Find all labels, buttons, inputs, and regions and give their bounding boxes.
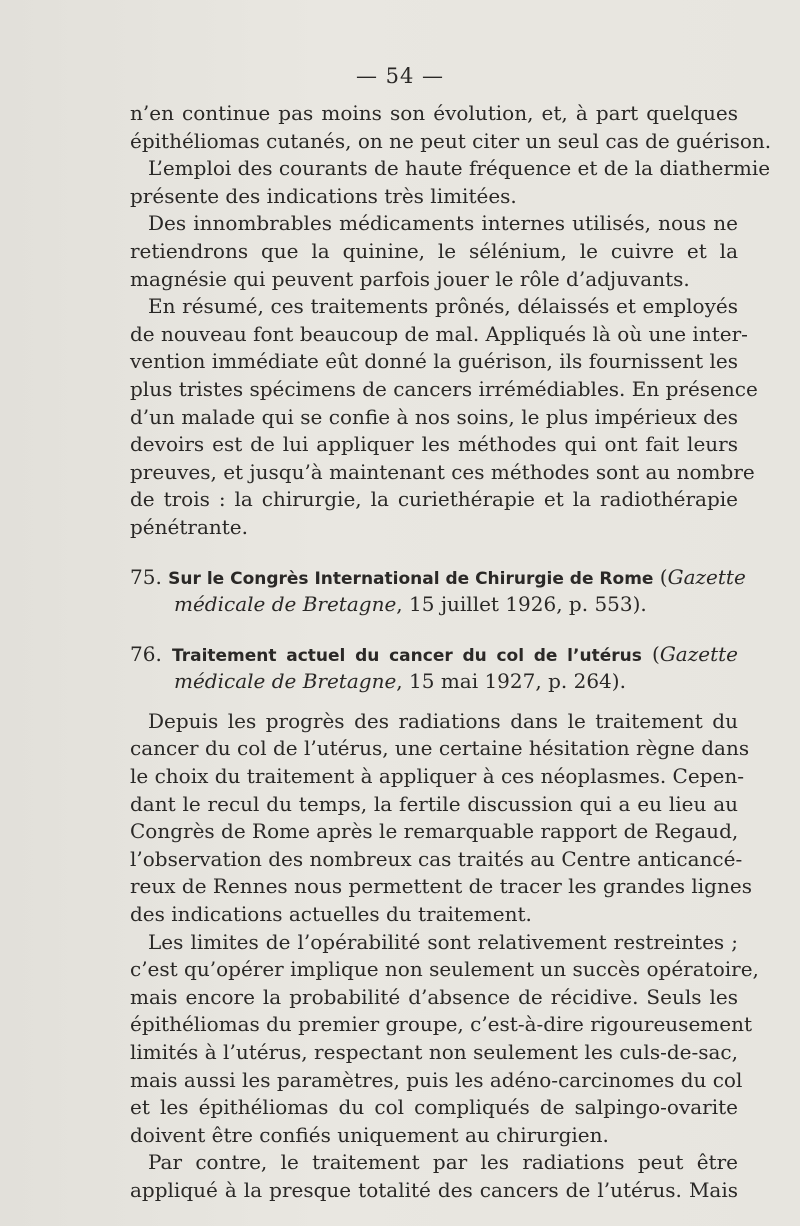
text-line: Des innombrables médicaments internes utilisés, nous ne [148,211,738,236]
paragraph-diathermie [130,155,771,210]
page-number: — 54 — [355,64,445,88]
bibliography-entry-76 [130,641,738,696]
text-line: de trois : la chirurgie, la curiethérapie et la radiothérapie [130,487,738,512]
body-text [130,100,772,1205]
text-line: des indications actuelles du traitement. [130,902,532,927]
text-line: plus tristes spécimens de cancers irrémédiables. En présence [130,376,758,401]
text-line: Congrès de Rome après le remarquable rapport de Regaud, [130,819,739,844]
text-line: magnésie qui peuvent parfois jouer le rôle d’adjuvants. [130,266,690,291]
text-line: reux de Rennes nous permettent de tracer les grandes lignes [130,874,752,899]
entry-citation [130,591,738,619]
entry-title: Traitement actuel du cancer du col de l’utérus [171,645,642,666]
paragraph-depuis [130,708,752,929]
entry-open: ( [659,564,668,589]
entry-journal-cont: médicale de Bretagne [174,592,397,617]
entry-heading [130,641,738,669]
entry-journal: Gazette [659,641,739,666]
paragraph-resume [130,293,758,541]
text-line: doivent être confiés uniquement au chirurgien. [130,1122,609,1147]
text-line: pénétrante. [130,514,248,539]
text-line: L’emploi des courants de haute fréquence et de la diathermie [148,156,771,181]
entry-details: , 15 mai 1927, p. 264). [396,669,626,694]
text-line: n’en continue pas moins son évolution, et, à part quelques [130,101,738,125]
text-line: devoirs est de lui appliquer les méthodes qui ont fait leurs [130,432,738,457]
entry-number: 76. [130,641,162,666]
entry-details: , 15 juillet 1926, p. 553). [396,592,647,617]
text-line: preuves, et jusqu’à maintenant ces méthodes sont au nombre [130,459,755,484]
text-line: d’un malade qui se confie à nos soins, le plus impérieux des [130,404,738,429]
text-line: dant le recul du temps, la fertile discussion qui a eu lieu au [130,791,738,816]
entry-journal-cont: médicale de Bretagne [174,669,397,694]
text-line: vention immédiate eût donné la guérison, ils fournissent les [130,349,738,374]
entry-open: ( [652,641,660,666]
text-line: et les épithéliomas du col compliqués de salpingo-ovarite [130,1095,738,1120]
entry-number: 75. [130,564,162,589]
text-line: Les limites de l’opérabilité sont relativement restreintes ; [148,929,738,954]
text-line: de nouveau font beaucoup de mal. Appliqués là où une inter- [130,321,748,346]
paragraph-continuation [130,100,772,155]
text-line: Depuis les progrès des radiations dans le traitement du [148,708,738,733]
text-line: l’observation des nombreux cas traités au Centre anticancé- [130,846,743,871]
text-line: épithéliomas cutanés, on ne peut citer un seul cas de guérison. [130,128,772,153]
paragraph-medicaments [130,210,738,293]
text-line: En résumé, ces traitements prônés, délaissés et employés [148,294,738,319]
bibliography-entry-75 [130,564,746,619]
entry-heading [130,564,746,592]
paragraph-contre [130,1149,738,1204]
text-line: mais encore la probabilité d’absence de récidive. Seuls les [130,984,738,1009]
text-line: limités à l’utérus, respectant non seulement les culs-de-sac, [130,1040,738,1064]
text-line: c’est qu’opérer implique non seulement un succès opératoire, [130,957,759,982]
text-line: appliqué à la presque totalité des cancers de l’utérus. Mais [130,1177,738,1202]
text-line: présente des indications très limitées. [130,183,517,208]
text-line: Par contre, le traitement par les radiations peut être [148,1150,738,1175]
text-line: cancer du col de l’utérus, une certaine hésitation règne dans [130,736,750,761]
paragraph-limites [130,929,759,1150]
entry-citation [130,668,738,696]
text-line: le choix du traitement à appliquer à ces néoplasmes. Cepen- [130,764,744,789]
text-line: épithéliomas du premier groupe, c’est-à-dire rigoureusement [130,1012,752,1037]
text-line: mais aussi les paramètres, puis les adéno-carcinomes du col [130,1067,743,1092]
entry-journal: Gazette [667,564,746,589]
text-line: retiendrons que la quinine, le sélénium, le cuivre et la [130,238,738,263]
entry-title: Sur le Congrès International de Chirurgie de Rome [168,568,654,589]
